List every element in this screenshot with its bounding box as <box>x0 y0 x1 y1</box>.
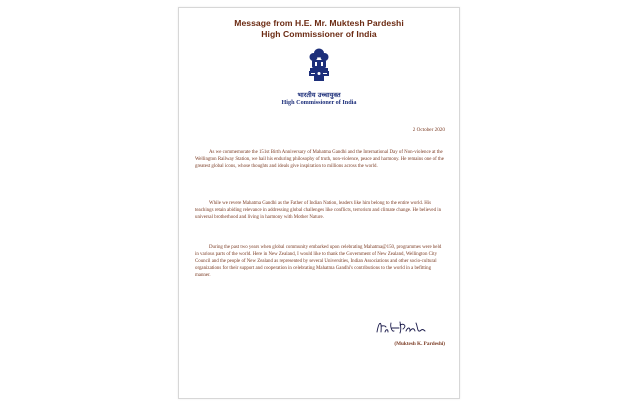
letter-date: 2 October 2020 <box>412 127 445 133</box>
letter-paragraph: While we revere Mahatma Gandhi as the Father of Indian Nation, leaders like him belong to the entire world. His teachings retain abiding relevance in addressing global challenges like conflicts, terrorism and climate change. He believed in universal brotherhood and living in harmony with Mother Nature. <box>195 201 442 220</box>
letter-subtitle: High Commissioner of India <box>261 29 377 39</box>
letter-paragraph: As we commemorate the 151st Birth Anniversary of Mahatma Gandhi and the International Day of Non-violence at the Wellington Railway Station, we hail his enduring philosophy of truth, non-violence, peace and harmony. He remains one of the greatest global icons, whose thoughts and ideals give inspiration to millions across the world. <box>195 150 444 169</box>
handwritten-signature <box>373 317 435 337</box>
emblem-office-text: High Commissioner of India <box>281 99 357 106</box>
signatory-name: (Muktesh K. Pardeshi) <box>394 341 445 347</box>
letter-title: Message from H.E. Mr. Muktesh Pardeshi <box>234 18 404 28</box>
ashoka-emblem-icon <box>306 46 332 84</box>
letter-paragraph: During the past two years when global community embarked upon celebrating Mahatma@150, programmes were held in various parts of the world. Here in New Zealand, I would like to thank the Government of New Zealand, Wellington City Council and the people of New Zealand as represented by several Universities, Indian Associations and other socio-cultural organizations for their support and cooperation in celebrating Mahatma Gandhi's contributions to the world in a befitting manner. <box>195 245 442 278</box>
emblem-hindi-text: भारतीय उच्चायुक्त <box>297 91 341 99</box>
letter-page <box>178 7 460 399</box>
